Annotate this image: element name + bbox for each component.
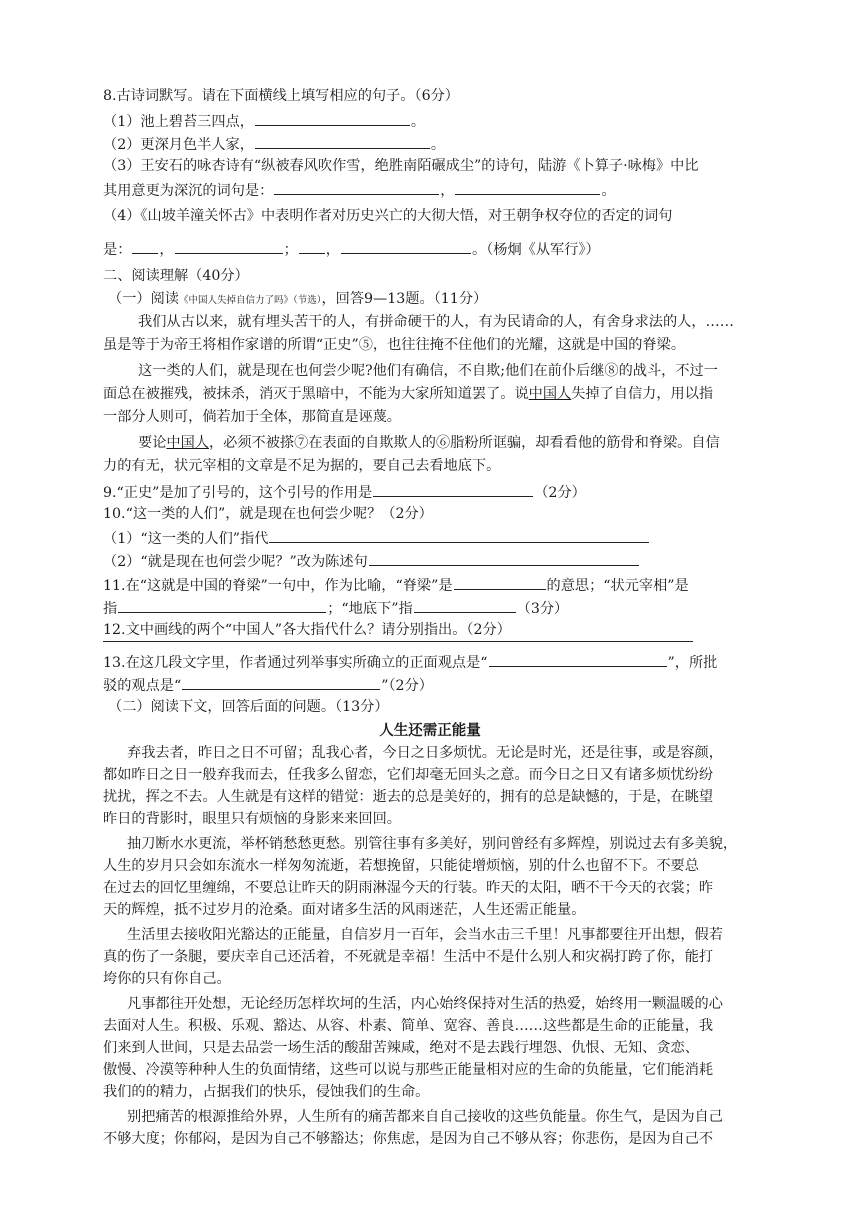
reading-2-line: 在过去的回忆里缠绵，不要总让昨天的阴雨淋湿今天的行装。昨天的太阳，晒不干今天的衣裳；昨: [103, 880, 714, 896]
q8-item-4-line-2: [103, 238, 600, 260]
q10-item-2: [103, 550, 640, 572]
underlined-zhongguoren-2: 中国人: [166, 435, 209, 451]
q8-item-4-line-1: （4）《山坡羊潼关怀古》中表明作者对历史兴亡的大彻大悟，对王朝争权夺位的否定的词句: [103, 208, 673, 224]
q8-item-3-text: 其用意更为深沉的词句是：: [103, 183, 274, 199]
q10-item-2-text: （2）“就是现在也何尝少呢？”改为陈述句: [103, 554, 368, 570]
q8-item-1: [103, 110, 425, 132]
reading-2-line: 别把痛苦的根源推给外界，人生所有的痛苦都来自自己接收的这些负能量。你生气，是因为自己: [127, 1109, 723, 1125]
reading-2-line: 昨日的背影时，眼里只有烦恼的身影来来回回。: [103, 811, 401, 827]
q13-blank-2[interactable]: [182, 674, 380, 690]
q11-text-3: 指: [103, 601, 118, 617]
q8-item-3-line-1: （3）王安石的咏杏诗有“纵被春风吹作雪，绝胜南陌碾成尘”的诗句，陆游《卜算子·咏梅》中比: [103, 158, 699, 174]
q8-heading: 8.古诗词默写。请在下面横线上填写相应的句子。（6分）: [103, 88, 459, 104]
reading-2-line: 们来到人世间，只是去品尝一场生活的酸甜苦辣咸，绝对不是去践行埋怨、仇恨、无知、贪恋、: [103, 1040, 699, 1056]
q8-blank-1[interactable]: [255, 110, 410, 126]
reading-2-line: 不够大度；你郁闷，是因为自己不够豁达；你焦虑，是因为自己不够从容；你悲伤，是因为自己不: [103, 1131, 714, 1147]
reading-2-line: 凡事都往开处想，无论经历怎样坎坷的生活，内心始终保持对生活的热爱，始终用一颗温暖的心: [127, 996, 723, 1012]
reading-1-p3-pre: 要论: [138, 435, 167, 451]
q11-text-2: 的意思；“状元宰相”是: [546, 578, 689, 594]
reading-2-line: 天的辉煌，抵不过岁月的沧桑。面对诸多生活的风雨迷茫，人生还需正能量。: [103, 902, 586, 918]
q12-answer-line[interactable]: [103, 641, 693, 642]
q11-text-1: 11.在“这就是中国的脊梁”一句中，作为比喻，“脊梁”是: [103, 578, 453, 594]
q8-blank-4b[interactable]: [175, 238, 283, 254]
q10-blank-2[interactable]: [369, 550, 639, 566]
q8-item-4-comma-1: ，: [159, 242, 174, 258]
q8-item-4-text: 是：: [103, 242, 132, 258]
reading-1-p2-post: 失掉了自信力，用以指: [571, 386, 714, 402]
reading-2-line: 真的伤了一条腿，要庆幸自己还活着，不死就是幸福！生活中不是什么别人和灾祸打跨了你，能打: [103, 949, 714, 965]
q9-text: 9.“正史”是加了引号的，这个引号的作用是: [103, 485, 373, 501]
q8-item-2-end: 。: [430, 137, 446, 153]
q13-text-2: ”，所批: [667, 655, 718, 671]
reading-2-line: 扰扰，挥之不去。人生就是有这样的错觉：逝去的总是美好的，拥有的总是缺憾的，于是，在眺望: [103, 789, 714, 805]
q8-blank-4d[interactable]: [341, 238, 471, 254]
reading-1-p2-line-3: 一部分人则可，倘若加于全体，那简直是诬蔑。: [103, 409, 401, 425]
q13-text-1: 13.在这几段文字里，作者通过列举事实所确立的正面观点是“: [103, 655, 488, 671]
reading-2-line: 傲慢、冷漠等种种人生的负面情绪，这些可以说与那些正能量相对应的生命的负能量，它们能消耗: [103, 1062, 714, 1078]
reading-2-title: 人生还需正能量: [379, 722, 481, 739]
q11-line-2: [103, 597, 568, 619]
reading-1-p3-post: ，必须不被搽⑦在表面的自欺欺人的⑥脂粉所诓骗，却看看他的筋骨和脊梁。自信: [208, 435, 720, 451]
reading-1-p1-line-1: 我们从古以来，就有埋头苦干的人，有拼命硬干的人，有为民请命的人，有舍身求法的人，……: [138, 314, 734, 330]
q13-line-2: [103, 674, 433, 696]
q13-blank-1[interactable]: [489, 651, 667, 667]
q12: 12.文中画线的两个“中国人”各大指代什么？请分别指出。（2分）: [103, 622, 511, 638]
q8-blank-2[interactable]: [255, 133, 430, 149]
reading-2-line: 我们的的精力，占据我们的快乐，侵蚀我们的生命。: [103, 1084, 430, 1100]
reading-2-line: 生活里去接收阳光豁达的正能量，自信岁月一百年，会当水击三千里！凡事都要往开出想，假若: [127, 927, 723, 943]
q10-item-1: [103, 527, 650, 549]
q11-line-1: [103, 574, 689, 596]
reading-2-line: 人生的岁月只会如东流水一样匆匆流逝，若想挽留，只能徒增烦恼，别的什么也留不下。不要总: [103, 858, 699, 874]
underlined-zhongguoren-1: 中国人: [528, 386, 572, 402]
q8-item-1-text: （1）池上碧苔三四点，: [103, 114, 254, 130]
q8-item-4-source: 。（杨炯《从军行》）: [472, 242, 600, 258]
q11-score: （3分）: [516, 601, 569, 617]
reading-1-source: 《中国人失掉自信力了吗》（节选）: [178, 295, 322, 306]
q13-score: ”（2分）: [381, 678, 433, 694]
q11-blank-2[interactable]: [118, 597, 326, 613]
reading-1-intro-pre: （一）阅读: [108, 291, 179, 307]
reading-1-intro-post: ，回答9—13题。（11分）: [321, 291, 488, 307]
q11-blank-3[interactable]: [414, 597, 516, 613]
q13-line-1: [103, 651, 717, 673]
q8-item-2: [103, 133, 445, 155]
q8-item-3-end: 。: [601, 183, 616, 199]
reading-2-line: 抽刀断水水更流，举杯销愁愁更愁。别管往事有多美好，别问曾经有多辉煌，别说过去有多美貌，: [127, 836, 738, 852]
reading-2-line: 垮你的只有你自己。: [103, 971, 231, 987]
q9: [103, 481, 586, 503]
q13-text-3: 驳的观点是“: [103, 678, 182, 694]
q10-heading: 10.“这一类的人们”，就是现在也何尝少呢？（2分）: [103, 506, 433, 522]
reading-1-p1-line-2: 虽是等于为帝王将相作家谱的所谓“正史”⑤，也往往掩不住他们的光耀，这就是中国的脊梁。: [103, 337, 686, 353]
reading-1-p3-line-1: [138, 433, 720, 453]
reading-2-line: 去面对人生。积极、乐观、豁达、从容、朴素、简单、宽容、善良……这些都是生命的正能量，我: [103, 1018, 714, 1034]
q10-item-1-text: （1）“这一类的人们”指代: [103, 531, 269, 547]
q8-item-2-text: （2）更深月色半人家，: [103, 137, 254, 153]
section-2-heading: 二、阅读理解（40分）: [103, 268, 249, 284]
q8-blank-4a[interactable]: [132, 238, 158, 254]
q10-blank-1[interactable]: [269, 527, 649, 543]
q8-item-4-semi: ；: [283, 242, 298, 258]
q8-item-3-comma: ，: [440, 183, 455, 199]
reading-1-p3-line-2: 力的有无，状元宰相的文章是不足为据的，要自己去看地底下。: [103, 458, 501, 474]
reading-1-p2-pre: 面总在被摧残，被抹杀，消灭于黑暗中，不能为大家所知道罢了。说: [103, 386, 529, 402]
q9-score: （2分）: [534, 485, 586, 501]
q8-item-1-end: 。: [410, 114, 426, 130]
q11-text-4: ；“地底下”指: [327, 601, 413, 617]
reading-1-p2-line-2: [103, 384, 713, 404]
q8-item-4-comma-2: ，: [325, 242, 340, 258]
q8-blank-4c[interactable]: [299, 238, 325, 254]
q8-item-3-line-2: [103, 179, 616, 201]
q9-blank[interactable]: [373, 481, 533, 497]
reading-2-intro: （二）阅读下文，回答后面的问题。（13分）: [108, 699, 389, 715]
q8-blank-3a[interactable]: [274, 179, 439, 195]
reading-1-p2-line-1: 这一类的人们，就是现在也何尝少呢?他们有确信，不自欺;他们在前仆后继⑧的战斗，不过一: [138, 363, 718, 379]
q8-blank-3b[interactable]: [455, 179, 600, 195]
reading-2-line: 都如昨日之日一般弃我而去，任我多么留恋，它们却毫无回头之意。而今日之日又有诸多烦忧纷纷: [103, 767, 714, 783]
reading-1-intro: [108, 289, 487, 311]
reading-2-line: 弃我去者，昨日之日不可留；乱我心者，今日之日多烦忧。无论是时光，还是往事，或是容颜，: [127, 745, 723, 761]
q11-blank-1[interactable]: [454, 574, 546, 590]
